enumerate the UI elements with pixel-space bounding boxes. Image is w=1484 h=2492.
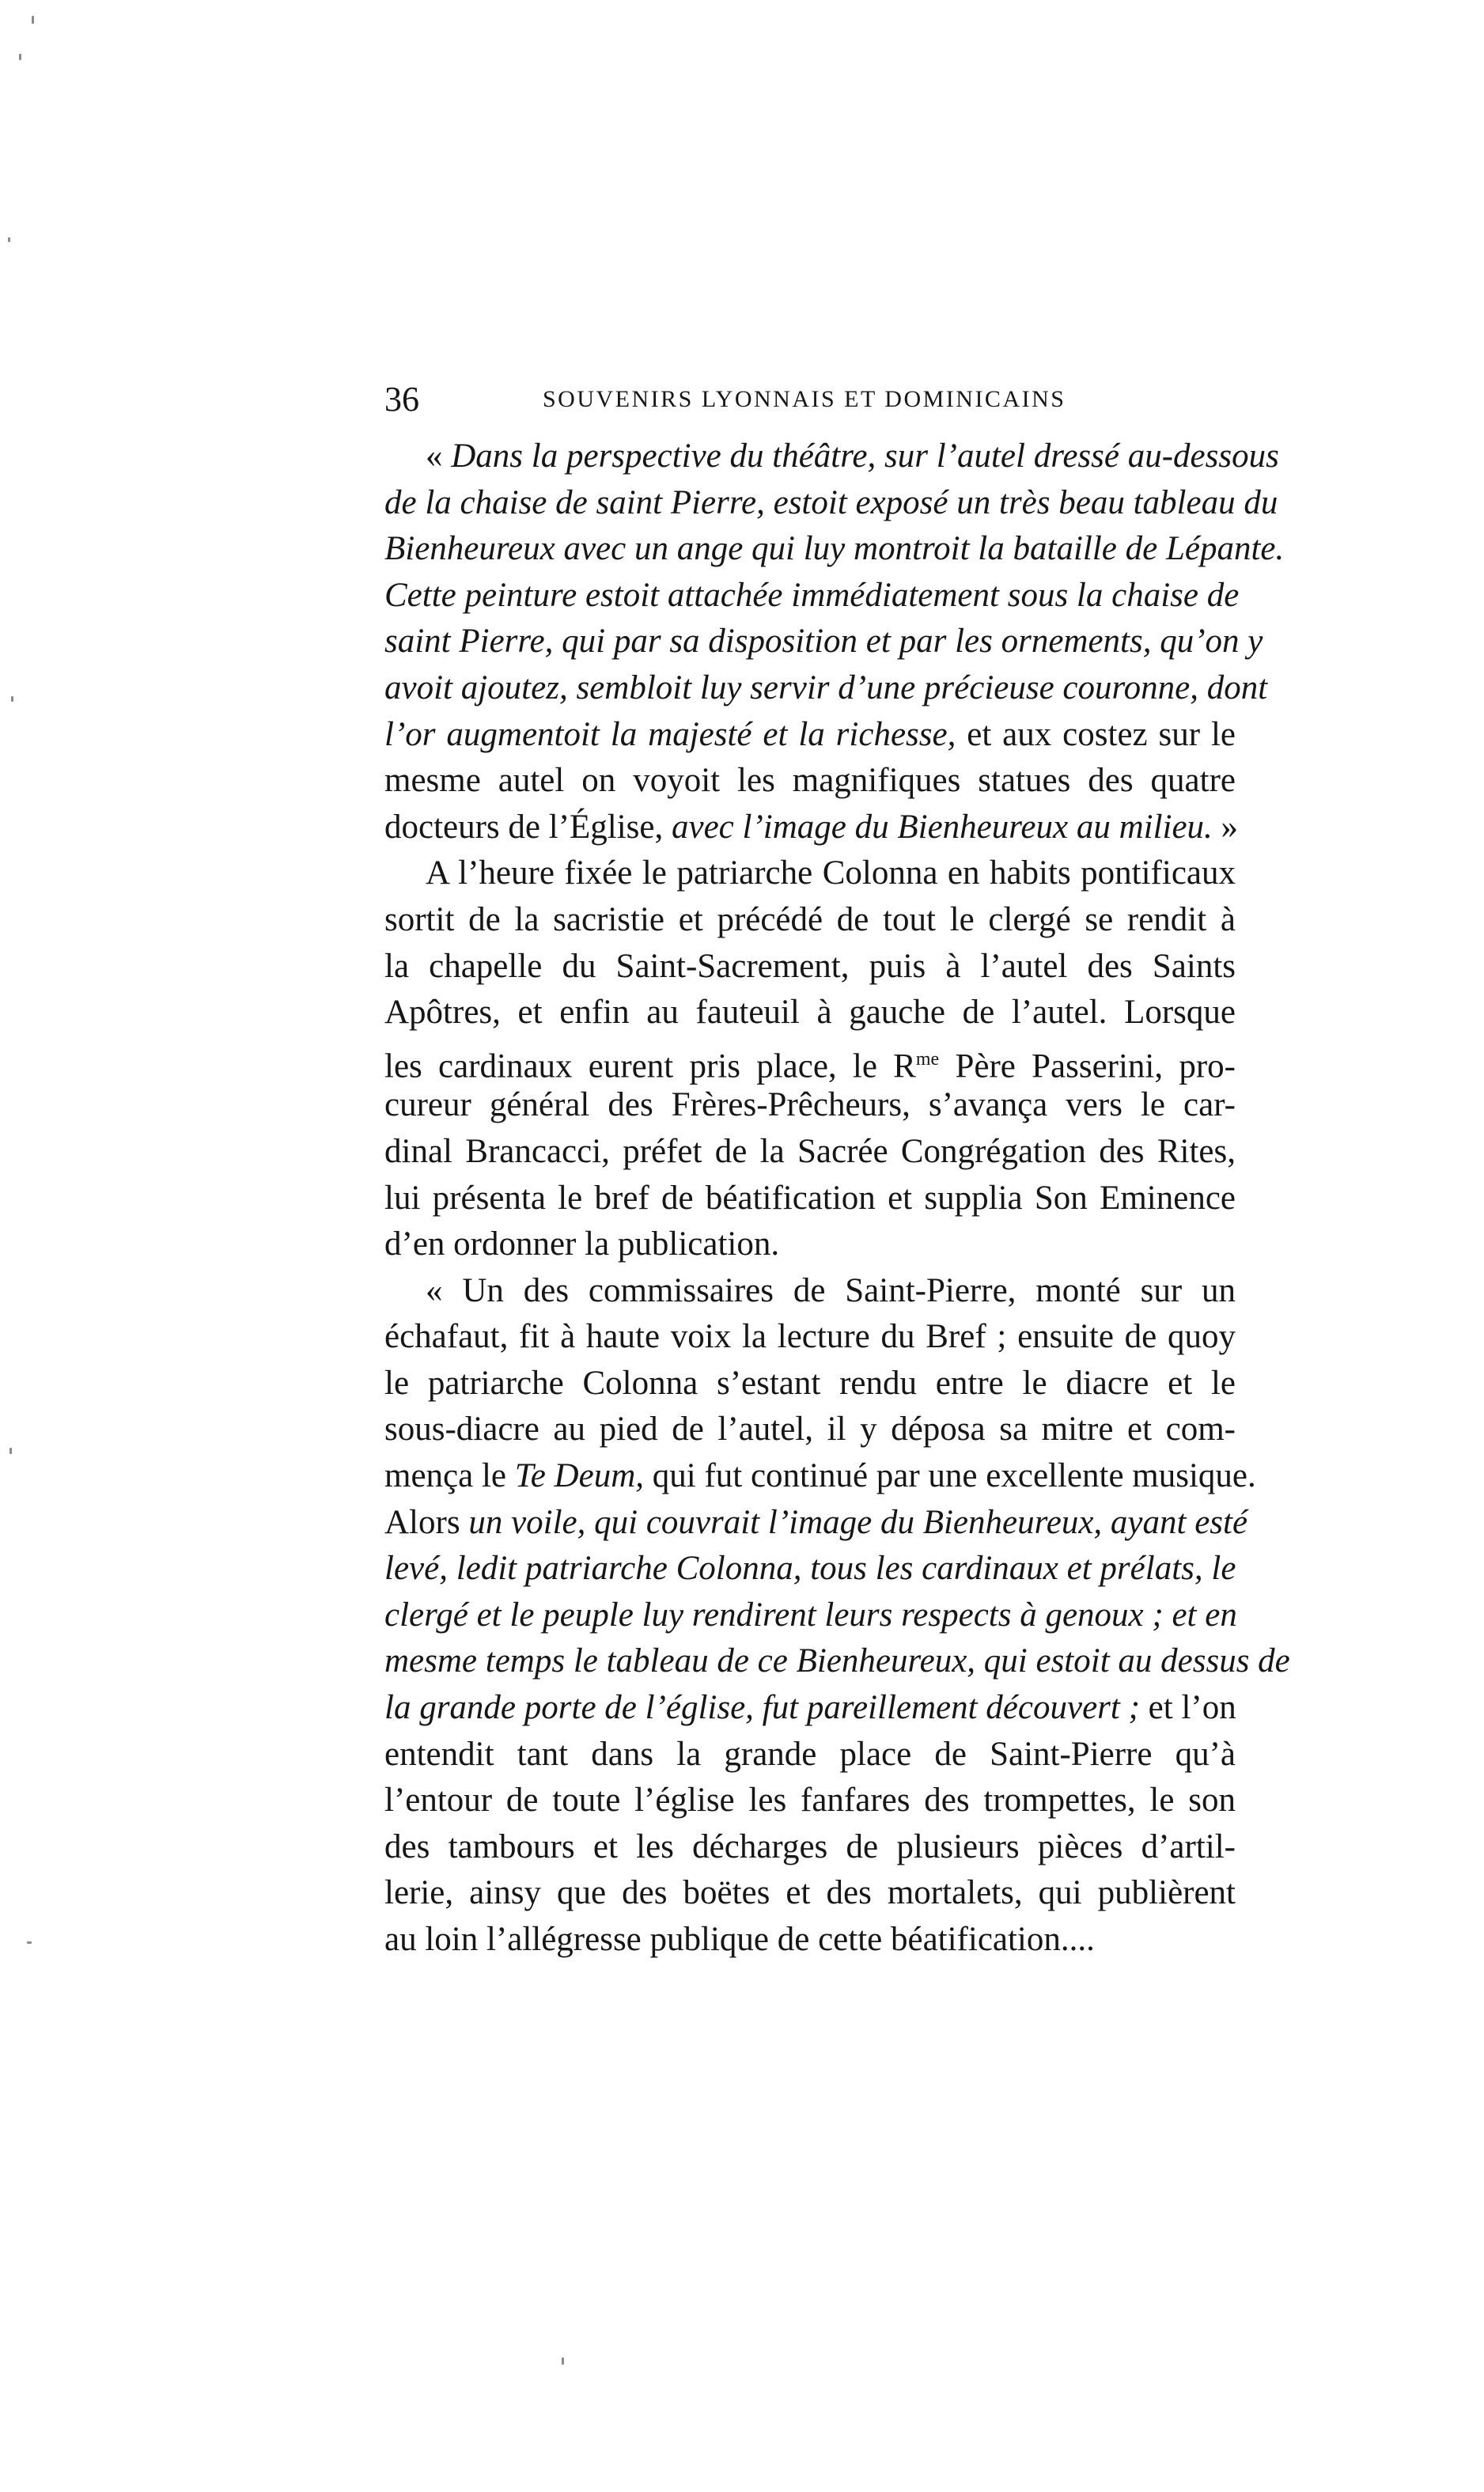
body-text bbox=[384, 434, 1290, 1964]
text-line bbox=[384, 1593, 1236, 1639]
scan-speck bbox=[8, 237, 10, 242]
text-line bbox=[384, 1917, 1236, 1964]
text-run: entendit tant dans la grande place de Saint-Pierre qu’à bbox=[384, 1735, 1236, 1773]
text-run: sortit de la sacristie et précédé de tout le clergé se rendit à bbox=[384, 900, 1236, 938]
scan-speck bbox=[19, 54, 21, 60]
text-run: dinal Brancacci, préfet de la Sacrée Congrégation des Rites, bbox=[384, 1132, 1236, 1170]
text-line bbox=[384, 850, 1236, 897]
text-line bbox=[384, 805, 1239, 851]
text-run: « Un des commissaires de Saint-Pierre, monté sur un bbox=[426, 1271, 1236, 1309]
italic-text: de la chaise de saint Pierre, estoit exposé un très beau tableau du bbox=[384, 483, 1278, 521]
italic-text: un voile, qui couvrait l’image du Bienheureux, ayant esté bbox=[468, 1503, 1248, 1541]
page-number: 36 bbox=[384, 380, 419, 418]
text-line bbox=[384, 758, 1236, 805]
text-run: mença le bbox=[384, 1457, 515, 1495]
scan-speck bbox=[11, 696, 13, 702]
text-run: Apôtres, et enfin au fauteuil à gauche de l’autel. Lorsque bbox=[384, 994, 1236, 1032]
text-run: lui présenta le bref de béatification et supplia Son Eminence bbox=[384, 1179, 1236, 1217]
text-line bbox=[384, 1870, 1236, 1917]
text-line bbox=[384, 1824, 1236, 1871]
text-run: A l’heure fixée le patriarche Colonna en habits pontificaux bbox=[426, 854, 1236, 892]
text-line bbox=[384, 1453, 1256, 1500]
text-run: et l’on bbox=[1139, 1689, 1236, 1727]
italic-text: mesme temps le tableau de ce Bienheureux, qui estoit au dessus de bbox=[384, 1642, 1290, 1680]
text-run: lerie, ainsy que des boëtes et des mortalets, qui publièrent bbox=[384, 1874, 1236, 1912]
text-line bbox=[384, 619, 1263, 665]
scan-speck bbox=[562, 2358, 564, 2365]
italic-text: avec l’image du Bienheureux au milieu. bbox=[672, 808, 1213, 846]
italic-text: la grande porte de l’église, fut pareillement découvert ; bbox=[384, 1689, 1140, 1727]
scan-speck bbox=[27, 1941, 32, 1944]
text-run: sous-diacre au pied de l’autel, il y déposa sa mitre et com- bbox=[384, 1411, 1236, 1449]
italic-text: Bienheureux avec un ange qui luy montroit la bataille de Lépante. bbox=[384, 530, 1285, 568]
text-line bbox=[384, 1732, 1236, 1778]
text-run: Alors bbox=[384, 1503, 469, 1541]
text-run: » bbox=[1212, 808, 1239, 846]
italic-text: saint Pierre, qui par sa disposition et par les ornements, qu’on y bbox=[384, 623, 1263, 661]
text-line bbox=[384, 1546, 1236, 1593]
text-line bbox=[384, 480, 1278, 527]
text-line bbox=[384, 1638, 1290, 1685]
text-run: Père Passerini, pro- bbox=[939, 1047, 1236, 1085]
text-line bbox=[384, 897, 1236, 944]
scan-speck bbox=[32, 16, 34, 24]
italic-text: levé, ledit patriarche Colonna, tous les cardinaux et prélats, le bbox=[384, 1550, 1236, 1588]
text-line bbox=[384, 1407, 1236, 1453]
text-run: d’en ordonner la publication. bbox=[384, 1225, 780, 1263]
text-line bbox=[384, 1314, 1236, 1361]
italic-text: Dans la perspective du théâtre, sur l’autel dressé au-dessous bbox=[451, 437, 1279, 475]
text-line bbox=[384, 944, 1236, 990]
text-line bbox=[384, 1082, 1236, 1129]
text-line bbox=[384, 665, 1268, 712]
text-run: et aux costez sur le bbox=[956, 715, 1236, 753]
text-run: des tambours et les décharges de plusieurs pièces d’artil- bbox=[384, 1827, 1236, 1865]
text-run: au loin l’allégresse publique de cette béatification.... bbox=[384, 1921, 1095, 1958]
text-line bbox=[384, 1685, 1236, 1732]
text-line bbox=[384, 1361, 1236, 1407]
text-run: docteurs de l’Église, bbox=[384, 808, 672, 846]
text-line bbox=[384, 1036, 1236, 1083]
text-line bbox=[384, 434, 1279, 480]
text-run: les cardinaux eurent pris place, le R bbox=[384, 1047, 916, 1085]
italic-text: l’or augmentoit la majesté et la richesse, bbox=[384, 715, 956, 753]
text-run: mesme autel on voyoit les magnifiques statues des quatre bbox=[384, 762, 1236, 800]
text-line bbox=[384, 1176, 1236, 1222]
text-run: l’entour de toute l’église les fanfares des trompettes, le son bbox=[384, 1782, 1236, 1820]
text-line bbox=[384, 712, 1236, 759]
text-run: me bbox=[915, 1048, 940, 1070]
scan-speck bbox=[9, 1448, 12, 1454]
italic-text: clergé et le peuple luy rendirent leurs respects à genoux ; et en bbox=[384, 1596, 1237, 1634]
text-line bbox=[384, 1221, 1236, 1268]
text-line bbox=[384, 990, 1236, 1036]
text-line bbox=[384, 573, 1240, 619]
text-run: la chapelle du Saint-Sacrement, puis à l’autel des Saints bbox=[384, 947, 1236, 985]
text-line bbox=[384, 526, 1285, 573]
running-head-title: SOUVENIRS LYONNAIS ET DOMINICAINS bbox=[543, 386, 1066, 412]
text-run: cureur général des Frères-Prêcheurs, s’avança vers le car- bbox=[384, 1086, 1236, 1124]
text-run: « bbox=[426, 437, 452, 475]
running-head bbox=[384, 372, 1236, 427]
text-line bbox=[384, 1778, 1236, 1824]
italic-text: avoit ajoutez, sembloit luy servir d’une précieuse couronne, dont bbox=[384, 668, 1268, 706]
text-run: échafaut, fit à haute voix la lecture du Bref ; ensuite de quoy bbox=[384, 1318, 1236, 1356]
text-line bbox=[384, 1500, 1248, 1547]
text-run: le patriarche Colonna s’estant rendu entre le diacre et le bbox=[384, 1364, 1236, 1402]
text-line bbox=[384, 1129, 1236, 1176]
text-line bbox=[384, 1268, 1236, 1315]
italic-text: Cette peinture estoit attachée immédiatement sous la chaise de bbox=[384, 576, 1240, 614]
text-run: qui fut continué par une excellente musique. bbox=[644, 1457, 1256, 1495]
italic-text: Te Deum, bbox=[514, 1457, 644, 1495]
